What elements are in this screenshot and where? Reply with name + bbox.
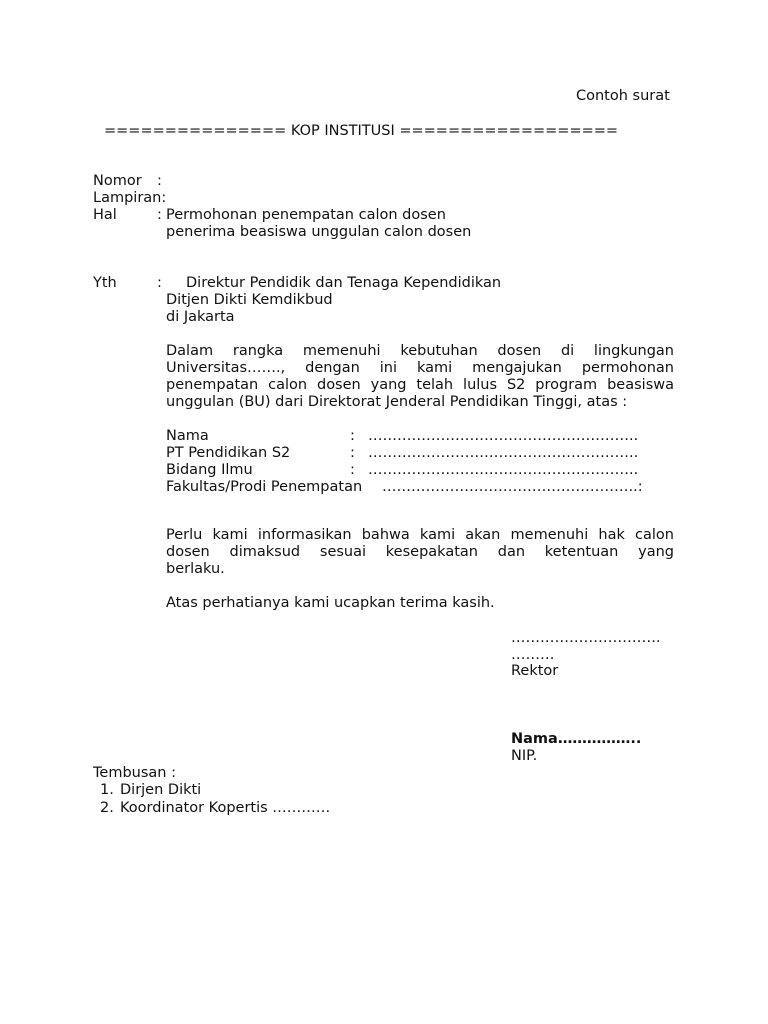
hal-line-1: Permohonan penempatan calon dosen (166, 207, 446, 223)
field-nama-label: Nama (166, 428, 209, 444)
field-bidang-value: ……………………………………………….. (368, 462, 639, 478)
hal-colon: : (157, 207, 162, 223)
field-bidang-colon: : (350, 462, 355, 478)
cc-item-2-number: 2. (100, 800, 114, 816)
lampiran-label: Lampiran: (93, 190, 167, 206)
body-paragraph-1 (166, 343, 674, 411)
nomor-colon: : (157, 173, 162, 189)
cc-label: Tembusan : (93, 765, 176, 781)
letterhead: =============== KOP INSTITUSI ================== (104, 123, 619, 139)
field-pt-label: PT Pendidikan S2 (166, 445, 291, 461)
hal-label: Hal (93, 207, 117, 223)
paragraph-line: unggulan (BU) dari Direktorat Jenderal Pendidikan Tinggi, atas : (166, 394, 628, 410)
cc-item-2: Koordinator Kopertis ………… (120, 800, 331, 816)
paragraph-line: dosen dimaksud sesuai kesepakatan dan ketentuan yang (166, 544, 674, 560)
paragraph-line: penempatan calon dosen yang telah lulus S2 program beasiswa (166, 377, 674, 393)
date-placeholder-1: …………………………. (511, 630, 661, 646)
yth-label: Yth (93, 275, 117, 291)
cc-item-1: Dirjen Dikti (120, 782, 202, 798)
paragraph-line: Universitas……., dengan ini kami mengajukan permohonan (166, 360, 674, 376)
paragraph-line: Perlu kami informasikan bahwa kami akan memenuhi hak calon (166, 527, 674, 543)
hal-line-2: penerima beasiswa unggulan calon dosen (166, 224, 472, 240)
recipient-line-1: Direktur Pendidik dan Tenaga Kependidikan (186, 275, 502, 291)
closing-sentence: Atas perhatianya kami ucapkan terima kasih. (166, 595, 495, 611)
cc-item-1-number: 1. (100, 782, 114, 798)
date-placeholder-2: ……… (511, 647, 555, 663)
recipient-line-3: di Jakarta (166, 309, 235, 325)
field-nama-colon: : (350, 428, 355, 444)
paragraph-line: berlaku. (166, 561, 225, 577)
body-paragraph-2 (166, 527, 674, 578)
nomor-label: Nomor (93, 173, 142, 189)
signer-title: Rektor (511, 663, 559, 679)
field-pt-colon: : (350, 445, 355, 461)
field-pt-value: ……………………………………………….. (368, 445, 639, 461)
field-fakultas-label: Fakultas/Prodi Penempatan (166, 479, 363, 495)
field-bidang-label: Bidang Ilmu (166, 462, 253, 478)
example-label: Contoh surat (576, 88, 670, 104)
paragraph-line: Dalam rangka memenuhi kebutuhan dosen di lingkungan (166, 343, 674, 359)
signer-nip: NIP. (511, 748, 538, 764)
field-fakultas-value: ……………………………………………..: (382, 479, 643, 495)
signer-name: Nama…………….. (511, 731, 642, 747)
yth-colon: : (157, 275, 162, 291)
field-nama-value: ……………………………………………….. (368, 428, 639, 444)
recipient-line-2: Ditjen Dikti Kemdikbud (166, 292, 333, 308)
